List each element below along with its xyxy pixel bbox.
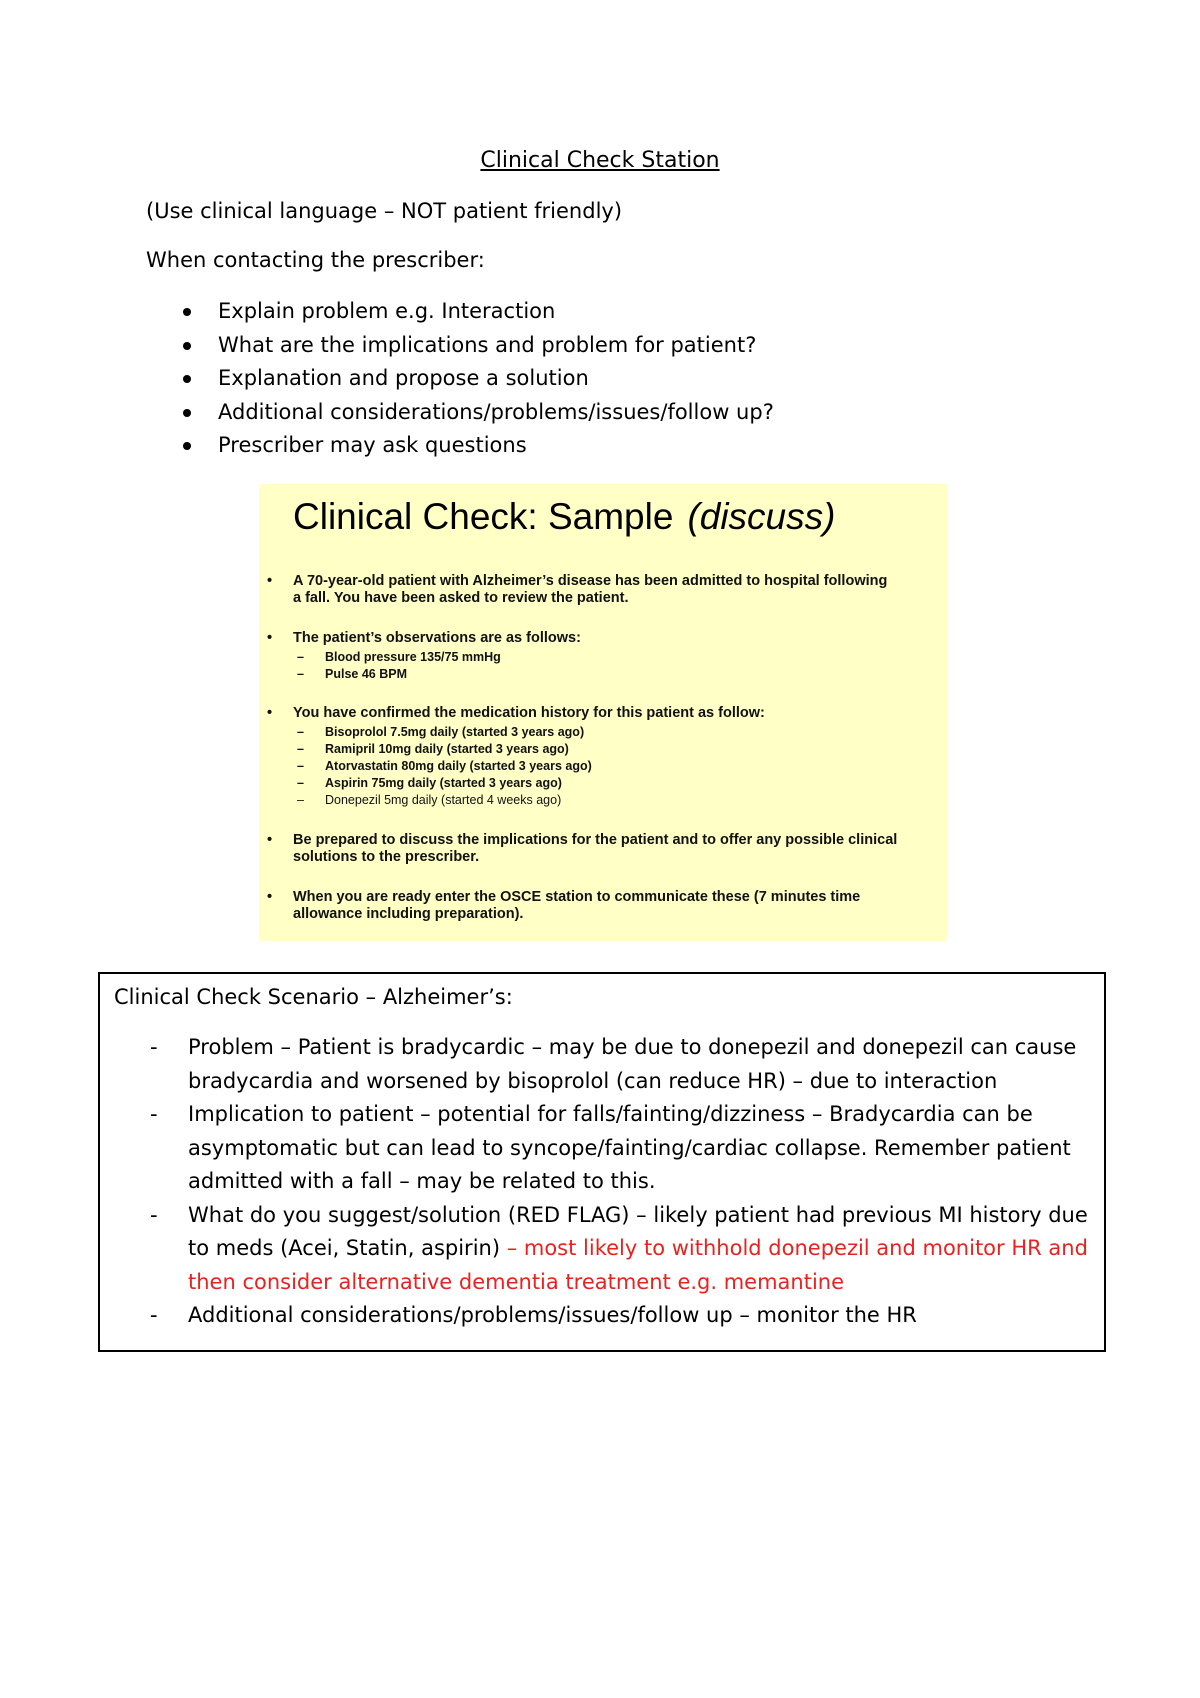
solution-text: What do you suggest/solution (RED FLAG) – likely patient had previous MI history due to meds (Acei, Statin, aspirin) bbox=[188, 1202, 1088, 1260]
slide-medication: – Atorvastatin 80mg daily (started 3 years ago) bbox=[297, 759, 592, 773]
list-item: - Additional considerations/problems/issues/follow up – monitor the HR bbox=[150, 1303, 917, 1327]
slide-observation: – Blood pressure 135/75 mmHg bbox=[297, 650, 501, 664]
contact-points-list bbox=[183, 295, 774, 463]
scenario-list bbox=[150, 1031, 1103, 1333]
scenario-title: Clinical Check Scenario – Alzheimer’s: bbox=[114, 985, 513, 1009]
list-item: - Implication to patient – potential for falls/fainting/dizziness – Bradycardia can be asymptomatic but can lead to syncope/fainting/cardiac collapse. Remember patient admitted with a fall – may be related to this. bbox=[150, 1102, 1071, 1193]
bullet-icon bbox=[183, 375, 191, 383]
slide-observation: – Pulse 46 BPM bbox=[297, 667, 407, 681]
list-item: - Problem – Patient is bradycardic – may be due to donepezil and donepezil can cause bradycardia and worsened by bisoprolol (can reduce HR) – due to interaction bbox=[150, 1035, 1077, 1093]
slide-medication: – Aspirin 75mg daily (started 3 years ago) bbox=[297, 776, 562, 790]
list-item: - What do you suggest/solution (RED FLAG) – likely patient had previous MI history due to meds (Acei, Statin, aspirin) – most likely to withhold donepezil and monitor HR and then consider alternative dementia treatment e.g. memantine bbox=[150, 1202, 1088, 1294]
contact-heading: When contacting the prescriber: bbox=[146, 248, 485, 272]
list-item: Prescriber may ask questions bbox=[183, 429, 774, 463]
list-item: Explain problem e.g. Interaction bbox=[183, 295, 774, 329]
slide-medication: – Ramipril 10mg daily (started 3 years ago) bbox=[297, 742, 569, 756]
bullet-icon bbox=[183, 308, 191, 316]
slide-bullet-patient: • A 70-year-old patient with Alzheimer’s disease has been admitted to hospital following a fall. You have been asked to review the patient. bbox=[267, 573, 888, 606]
bullet-icon bbox=[183, 442, 191, 450]
list-item: Explanation and propose a solution bbox=[183, 362, 774, 396]
page-title: Clinical Check Station bbox=[480, 148, 720, 173]
bullet-icon bbox=[183, 409, 191, 417]
slide-title: Clinical Check: Sample (discuss) bbox=[293, 496, 836, 537]
slide-medication: – Bisoprolol 7.5mg daily (started 3 years ago) bbox=[297, 725, 585, 739]
red-flag-recommendation: – most likely to withhold donepezil and monitor HR and then consider alternative dementia treatment e.g. memantine bbox=[188, 1236, 1088, 1294]
list-item: What are the implications and problem for patient? bbox=[183, 329, 774, 363]
list-item: Additional considerations/problems/issues/follow up? bbox=[183, 396, 774, 430]
scenario-box bbox=[98, 972, 1106, 1352]
slide-bullet-prepare: • Be prepared to discuss the implications for the patient and to offer any possible clinical solutions to the prescriber. bbox=[267, 832, 898, 865]
slide-bullet-observations: • The patient’s observations are as follows: bbox=[267, 630, 581, 646]
slide-bullet-medications: • You have confirmed the medication history for this patient as follow: bbox=[267, 705, 765, 721]
slide-bullet-ready: • When you are ready enter the OSCE station to communicate these (7 minutes time allowance including preparation). bbox=[267, 889, 861, 922]
sample-slide bbox=[259, 484, 947, 941]
language-note: (Use clinical language – NOT patient friendly) bbox=[146, 199, 623, 223]
bullet-icon bbox=[183, 342, 191, 350]
slide-medication: – Donepezil 5mg daily (started 4 weeks ago) bbox=[297, 793, 562, 807]
